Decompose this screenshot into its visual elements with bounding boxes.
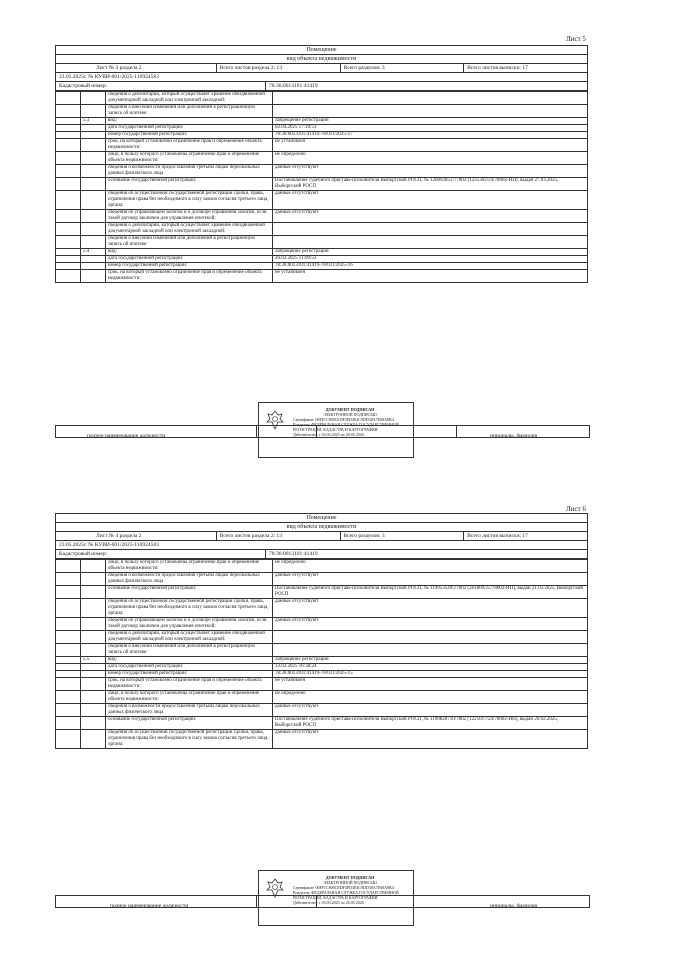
row-value: 02.04.2025 17:10:53 xyxy=(273,125,588,132)
table-row xyxy=(56,139,588,152)
row-number xyxy=(81,105,106,118)
row-label: сведения о возможности предоставления третьим лицам персональных данных физического лица xyxy=(106,165,273,178)
row-indent xyxy=(56,223,81,236)
table-row xyxy=(56,223,588,236)
row-indent xyxy=(56,560,81,573)
row-indent xyxy=(56,644,81,657)
row-label: номер государственной регистрации: xyxy=(106,671,273,678)
row-number xyxy=(81,191,106,210)
row-indent xyxy=(56,152,81,165)
header-title: Помещение xyxy=(306,47,337,53)
row-number xyxy=(81,599,106,618)
extract-date-number: 23.05.2025г. № КУВИ-001/2025-110924583 xyxy=(55,73,588,82)
stamp-validity: Действителен: с 03.03.2025 по 26.05.2026 xyxy=(293,432,364,437)
row-value: Запрещение регистрации xyxy=(273,118,588,125)
row-number xyxy=(81,671,106,678)
row-number: 5.3 xyxy=(81,118,106,125)
row-value xyxy=(273,223,588,236)
row-indent xyxy=(56,256,81,263)
sheet-meta xyxy=(55,532,588,541)
signature-position-label: полное наименование должности xyxy=(87,433,166,439)
sheet-number: Лист 6 xyxy=(566,505,586,513)
cadastral-label: Кадастровый номер: xyxy=(56,82,266,90)
row-indent xyxy=(56,165,81,178)
row-value: 78:36:0013101:41419-78/011/2025-16 xyxy=(273,263,588,270)
row-label: сведения о возможности предоставления третьим лицам персональных данных физического лица xyxy=(106,704,273,717)
row-value: данные отсутствуют xyxy=(273,191,588,210)
row-number xyxy=(81,139,106,152)
row-value: данные отсутствуют xyxy=(273,165,588,178)
extract-date-number: 23.05.2025г. № КУВИ-001/2025-110924583 xyxy=(55,541,588,550)
meta-total-section-sheets: Всего листов раздела 2: 13 xyxy=(217,64,341,72)
stamp-owner-cont: РЕГИСТРАЦИИ, КАДАСТРА И КАРТОГРАФИИ xyxy=(293,895,378,900)
table-row xyxy=(56,671,588,678)
row-label: основание государственной регистрации: xyxy=(106,586,273,599)
row-label: вид: xyxy=(106,657,273,664)
row-value: Постановление судебного пристава-исполнителя Выборгский РОСП, № 1199535495/7802 (261869/25/78002-ИП), выдан 21.03.2025, Выборгский РОСП xyxy=(273,586,588,599)
table-row xyxy=(56,236,588,249)
row-value xyxy=(273,631,588,644)
row-value xyxy=(273,92,588,105)
row-number xyxy=(81,152,106,165)
table-row xyxy=(56,560,588,573)
page-2 xyxy=(55,513,588,749)
row-label: срок, на который установлено ограничение прав и обременение объекта недвижимости: xyxy=(106,139,273,152)
table-row xyxy=(56,678,588,691)
row-number xyxy=(81,165,106,178)
meta-sheet-section: Лист № 4 раздела 2 xyxy=(56,532,217,540)
row-number xyxy=(81,691,106,704)
row-indent xyxy=(56,573,81,586)
row-value: Постановление судебного пристава-исполнителя Выборгский РОСП, № 1200928537/7802 (1225302/24/78002-ИП), выдан 27.03.2025, Выборгский РОСП xyxy=(273,178,588,191)
table-row xyxy=(56,191,588,210)
table-row xyxy=(56,152,588,165)
table-row xyxy=(56,599,588,618)
row-number xyxy=(81,644,106,657)
object-header xyxy=(55,513,588,532)
stamp-title: ДОКУМЕНТ ПОДПИСАН xyxy=(325,875,375,880)
meta-total-sheets: Всего листов выписки: 17 xyxy=(467,65,528,71)
row-label: дата государственной регистрации: xyxy=(106,664,273,671)
row-value: не определено xyxy=(273,560,588,573)
object-header xyxy=(55,45,588,64)
row-label: сведения об осуществлении государственной регистрации сделки, права, ограничения права без необходимого в силу закона согласия третьего лица, органа: xyxy=(106,730,273,749)
header-subtitle: вид объекта недвижимости xyxy=(56,54,587,63)
row-label: основание государственной регистрации: xyxy=(106,717,273,730)
row-indent xyxy=(56,599,81,618)
stamp-subtitle: ЭЛЕКТРОННОЙ ПОДПИСЬЮ xyxy=(323,412,377,417)
row-value: Постановление судебного пристава-исполнителя Выборгский РОСП, № 1190828710/7802 (1225017/24/78002-ИП), выдан 20.02.2025, Выборгский РОСП xyxy=(273,717,588,730)
encumbrance-table xyxy=(55,559,588,749)
row-label: сведения о возможности предоставления третьим лицам персональных данных физического лица xyxy=(106,573,273,586)
row-number xyxy=(81,704,106,717)
row-indent xyxy=(56,657,81,664)
table-row xyxy=(56,730,588,749)
row-number xyxy=(81,270,106,283)
table-row xyxy=(56,664,588,671)
row-value: Запрещение регистрации xyxy=(273,249,588,256)
sheet-number: Лист 5 xyxy=(566,35,586,43)
row-indent xyxy=(56,618,81,631)
row-label: сведения об осуществлении государственной регистрации сделки, права, ограничения права без необходимого в силу закона согласия третьего лица, органа: xyxy=(106,191,273,210)
row-label: сведения о внесении изменений или дополнений в регистрационную запись об ипотеке: xyxy=(106,105,273,118)
table-row xyxy=(56,125,588,132)
row-indent xyxy=(56,249,81,256)
row-indent xyxy=(56,631,81,644)
row-value: данные отсутствуют xyxy=(273,599,588,618)
row-label: дата государственной регистрации: xyxy=(106,125,273,132)
row-value: 26.03.2025 11:09:53 xyxy=(273,256,588,263)
row-label: лицо, в пользу которого установлены ограничение прав и обременение объекта недвижимости: xyxy=(106,560,273,573)
row-value: Запрещение регистрации xyxy=(273,657,588,664)
row-indent xyxy=(56,139,81,152)
meta-sheet-section: Лист № 3 раздела 2 xyxy=(56,64,217,72)
row-number xyxy=(81,256,106,263)
row-indent xyxy=(56,178,81,191)
header-subtitle: вид объекта недвижимости xyxy=(56,522,587,531)
signature-name-label: инициалы, фамилия xyxy=(490,433,538,439)
row-value xyxy=(273,105,588,118)
row-value: данные отсутствуют xyxy=(273,618,588,631)
row-label: вид: xyxy=(106,249,273,256)
meta-total-sections: Всего разделов: 3 xyxy=(341,532,465,540)
signature-position-label: полное наименование должности xyxy=(110,903,189,909)
row-value: 78:36:0013101:41419-78/011/2025-15 xyxy=(273,671,588,678)
row-number: 5.4 xyxy=(81,249,106,256)
row-indent xyxy=(56,125,81,132)
row-label: сведения о внесении изменений или дополнений в регистрационную запись об ипотеке: xyxy=(106,644,273,657)
table-row xyxy=(56,105,588,118)
row-number xyxy=(81,730,106,749)
stamp-validity: Действителен: с 03.03.2025 по 26.05.2026 xyxy=(293,900,364,905)
table-row xyxy=(56,92,588,105)
row-label: сведения об осуществлении государственной регистрации сделки, права, ограничения права без необходимого в силу закона согласия третьего лица, органа: xyxy=(106,599,273,618)
table-row xyxy=(56,178,588,191)
row-value: не определено xyxy=(273,691,588,704)
stamp-subtitle: ЭЛЕКТРОННОЙ ПОДПИСЬЮ xyxy=(323,880,377,885)
table-row xyxy=(56,256,588,263)
table-row xyxy=(56,573,588,586)
row-label: сведения о внесении изменений или дополнений в регистрационную запись об ипотеке: xyxy=(106,236,273,249)
table-row xyxy=(56,618,588,631)
table-row xyxy=(56,210,588,223)
row-label: сведения об управляющем залогом и о договоре управления залогом, если такой договор заключен для управления ипотекой: xyxy=(106,618,273,631)
row-number xyxy=(81,125,106,132)
meta-total-section-sheets: Всего листов раздела 2: 13 xyxy=(217,532,341,540)
row-indent xyxy=(56,671,81,678)
row-number xyxy=(81,132,106,139)
table-row xyxy=(56,717,588,730)
row-number xyxy=(81,560,106,573)
row-label: сведения о депозитарии, который осуществляет хранение обездвиженной документарной закладной или электронной закладной: xyxy=(106,631,273,644)
row-indent xyxy=(56,678,81,691)
row-indent xyxy=(56,118,81,125)
stamp-owner: Владелец: ФЕДЕРАЛЬНАЯ СЛУЖБА ГОСУДАРСТВЕННОЙ xyxy=(293,890,399,895)
sheet-meta xyxy=(55,64,588,73)
row-number xyxy=(81,236,106,249)
row-indent xyxy=(56,132,81,139)
row-label: номер государственной регистрации: xyxy=(106,132,273,139)
row-indent xyxy=(56,664,81,671)
row-number xyxy=(81,263,106,270)
stamp-title: ДОКУМЕНТ ПОДПИСАН xyxy=(325,407,375,412)
cadastral-label: Кадастровый номер: xyxy=(56,550,266,558)
row-indent xyxy=(56,730,81,749)
row-value: 78:36:0013101:41419-78/011/2025-17 xyxy=(273,132,588,139)
cadastral-value: 78:36:0013101:41419 xyxy=(269,551,318,557)
row-value: 13.03.2025 16:38:24 xyxy=(273,664,588,671)
row-number xyxy=(81,678,106,691)
encumbrance-table xyxy=(55,91,588,283)
table-row xyxy=(56,249,588,256)
row-label: номер государственной регистрации: xyxy=(106,263,273,270)
table-row xyxy=(56,691,588,704)
row-number xyxy=(81,618,106,631)
table-row xyxy=(56,657,588,664)
row-label: вид: xyxy=(106,118,273,125)
row-number xyxy=(81,586,106,599)
row-number xyxy=(81,573,106,586)
row-label: дата государственной регистрации: xyxy=(106,256,273,263)
row-indent xyxy=(56,270,81,283)
row-value: не установлен xyxy=(273,139,588,152)
page-1 xyxy=(55,45,588,283)
row-indent xyxy=(56,691,81,704)
table-row xyxy=(56,586,588,599)
row-indent xyxy=(56,236,81,249)
row-label: сведения о депозитарии, который осуществляет хранение обездвиженной документарной закладной или электронной закладной: xyxy=(106,223,273,236)
row-number: 5.5 xyxy=(81,657,106,664)
signature-name-label: инициалы, фамилия xyxy=(490,903,538,909)
table-row xyxy=(56,631,588,644)
table-row xyxy=(56,165,588,178)
row-value xyxy=(273,644,588,657)
row-indent xyxy=(56,210,81,223)
row-indent xyxy=(56,92,81,105)
row-indent xyxy=(56,586,81,599)
table-row xyxy=(56,644,588,657)
cadastral-value: 78:36:0013101:41419 xyxy=(269,83,318,89)
row-number xyxy=(81,631,106,644)
header-title: Помещение xyxy=(306,515,337,521)
row-value: не установлен xyxy=(273,678,588,691)
row-number xyxy=(81,717,106,730)
table-row xyxy=(56,704,588,717)
row-label: срок, на который установлено ограничение прав и обременение объекта недвижимости: xyxy=(106,270,273,283)
row-label: срок, на который установлено ограничение прав и обременение объекта недвижимости: xyxy=(106,678,273,691)
row-value: не установлен xyxy=(273,270,588,283)
row-value: не определено xyxy=(273,152,588,165)
row-value: данные отсутствуют xyxy=(273,730,588,749)
row-indent xyxy=(56,191,81,210)
row-label: лицо, в пользу которого установлены ограничение прав и обременение объекта недвижимости: xyxy=(106,152,273,165)
row-value: данные отсутствуют xyxy=(273,210,588,223)
cadastral-number-row xyxy=(55,550,588,559)
stamp-owner-cont: РЕГИСТРАЦИИ, КАДАСТРА И КАРТОГРАФИИ xyxy=(293,427,378,432)
row-value: данные отсутствуют xyxy=(273,704,588,717)
row-number xyxy=(81,210,106,223)
table-row xyxy=(56,132,588,139)
row-number xyxy=(81,92,106,105)
row-number xyxy=(81,664,106,671)
meta-total-sections: Всего разделов: 3 xyxy=(341,64,465,72)
row-value: данные отсутствуют xyxy=(273,573,588,586)
table-row xyxy=(56,118,588,125)
row-label: лицо, в пользу которого установлены ограничение прав и обременение объекта недвижимости: xyxy=(106,691,273,704)
stamp-owner: Владелец: ФЕДЕРАЛЬНАЯ СЛУЖБА ГОСУДАРСТВЕННОЙ xyxy=(293,422,399,427)
stamp-certificate: Сертификат: 00FF1C800CEDF3FD4E4C9DD38A7E68A8B4 xyxy=(293,417,394,422)
meta-total-sheets: Всего листов выписки: 17 xyxy=(467,533,528,539)
row-indent xyxy=(56,717,81,730)
row-indent xyxy=(56,704,81,717)
row-indent xyxy=(56,105,81,118)
row-label: сведения о депозитарии, который осуществляет хранение обездвиженной документарной закладной или электронной закладной: xyxy=(106,92,273,105)
cadastral-number-row xyxy=(55,82,588,91)
row-number xyxy=(81,178,106,191)
row-value xyxy=(273,236,588,249)
row-indent xyxy=(56,263,81,270)
row-label: сведения об управляющем залогом и о договоре управления залогом, если такой договор заключен для управления ипотекой: xyxy=(106,210,273,223)
row-number xyxy=(81,223,106,236)
table-row xyxy=(56,263,588,270)
row-label: основание государственной регистрации: xyxy=(106,178,273,191)
stamp-certificate: Сертификат: 00FF1C800CEDF3FD4E4C9DD38A7E68A8B4 xyxy=(293,885,394,890)
table-row xyxy=(56,270,588,283)
